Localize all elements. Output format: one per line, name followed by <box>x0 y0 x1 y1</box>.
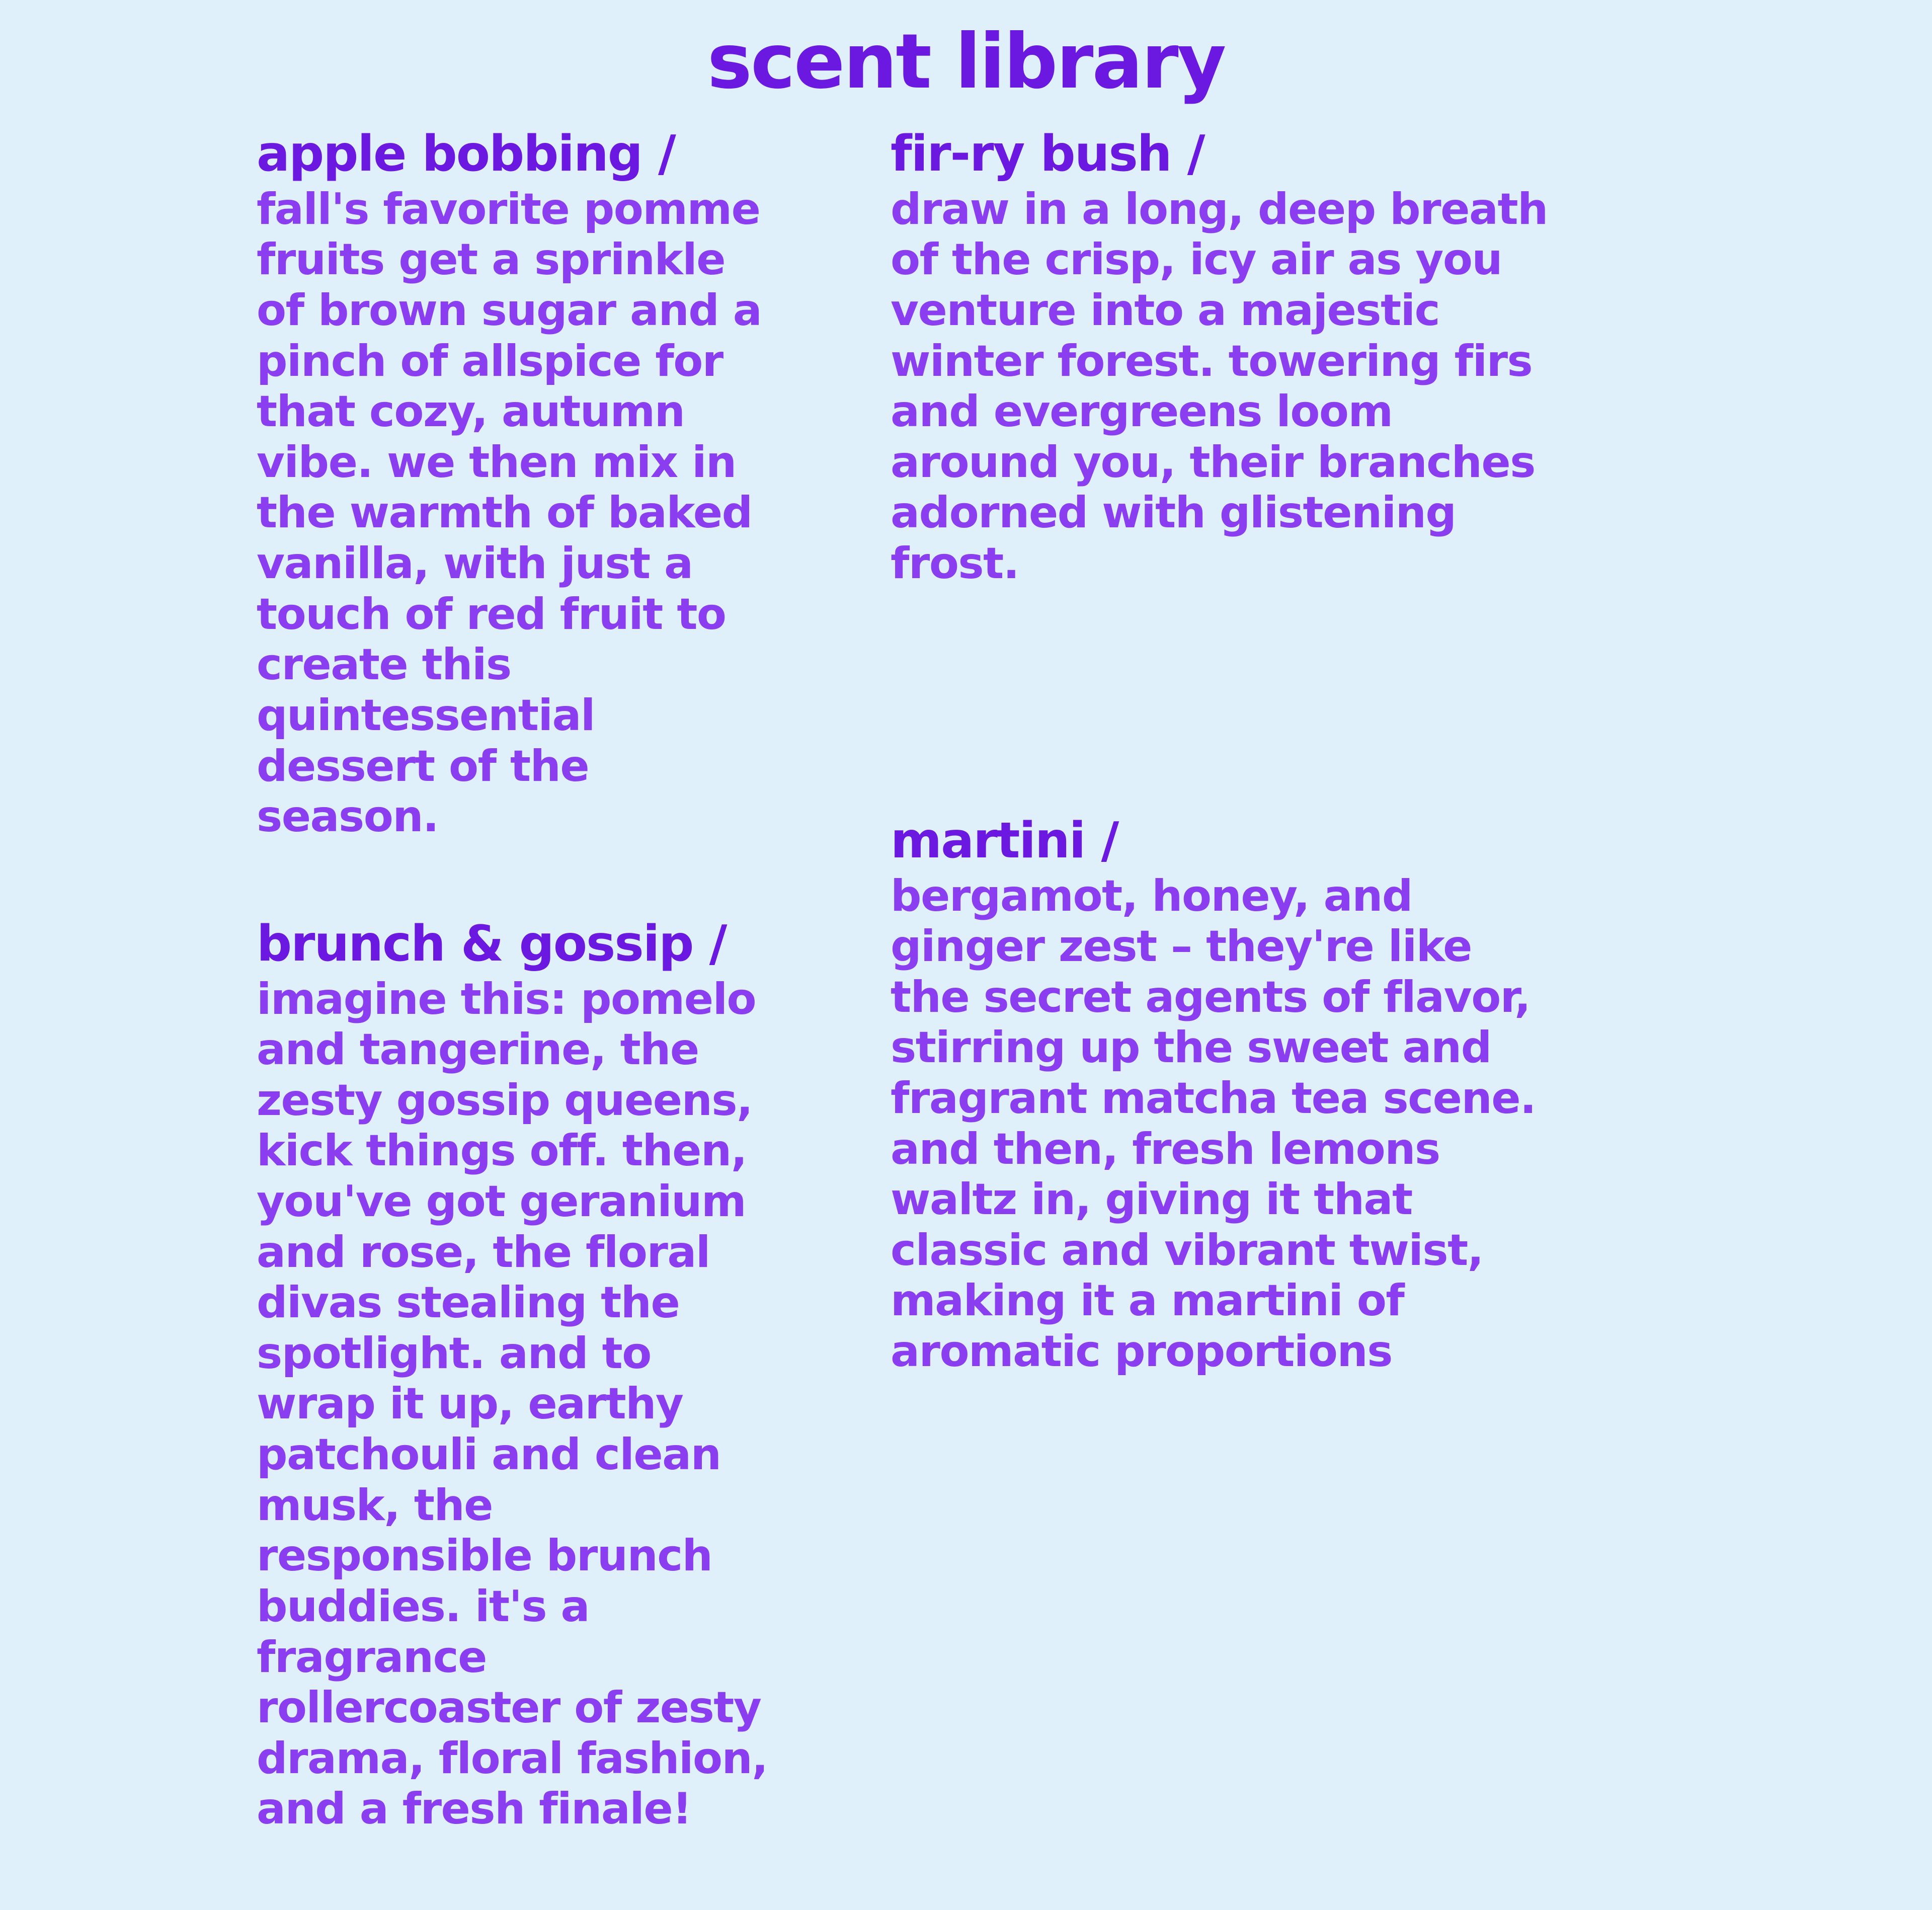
scent-description: imagine this: pomelo and tangerine, the zesty gossip queens, kick things off. then, you've got geranium and rose, the floral divas stealing the spotlight. and to wrap it up, earthy patchouli and clean musk, the responsible brunch buddies. it's a fragrance rollercoaster of zesty drama, floral fashion, and a fresh finale! <box>257 974 768 1835</box>
column-left <box>0 125 780 1910</box>
column-right <box>780 125 1560 1910</box>
page-title: scent library <box>707 18 1225 106</box>
scent-description: draw in a long, deep breath of the crisp, icy air as you venture into a majestic winter forest. towering firs and evergreens loom around you, their branches adorned with glistening frost. <box>891 184 1548 589</box>
scent-description: bergamot, honey, and ginger zest – they're like the secret agents of flavor, stirring up the sweet and fragrant matcha tea scene. and then, fresh lemons waltz in, giving it that classic and vibrant twist, making it a martini of aromatic proportions <box>891 870 1536 1377</box>
scent-columns <box>0 125 1932 1910</box>
scent-title: fir-ry bush / <box>891 125 1204 183</box>
scent-entry-martini <box>891 812 1560 1377</box>
scent-entry-brunch-gossip <box>257 915 780 1835</box>
scent-title: apple bobbing / <box>257 125 675 183</box>
scent-title: brunch & gossip / <box>257 915 727 973</box>
scent-title: martini / <box>891 812 1118 869</box>
scent-entry-apple-bobbing <box>257 125 780 842</box>
scent-description: fall's favorite pomme fruits get a sprinkle of brown sugar and a pinch of allspice for that cozy, autumn vibe. we then mix in the warmth of baked vanilla, with just a touch of red fruit to create this quintessential dessert of the season. <box>257 184 762 842</box>
scent-entry-fir-ry-bush <box>891 125 1560 589</box>
